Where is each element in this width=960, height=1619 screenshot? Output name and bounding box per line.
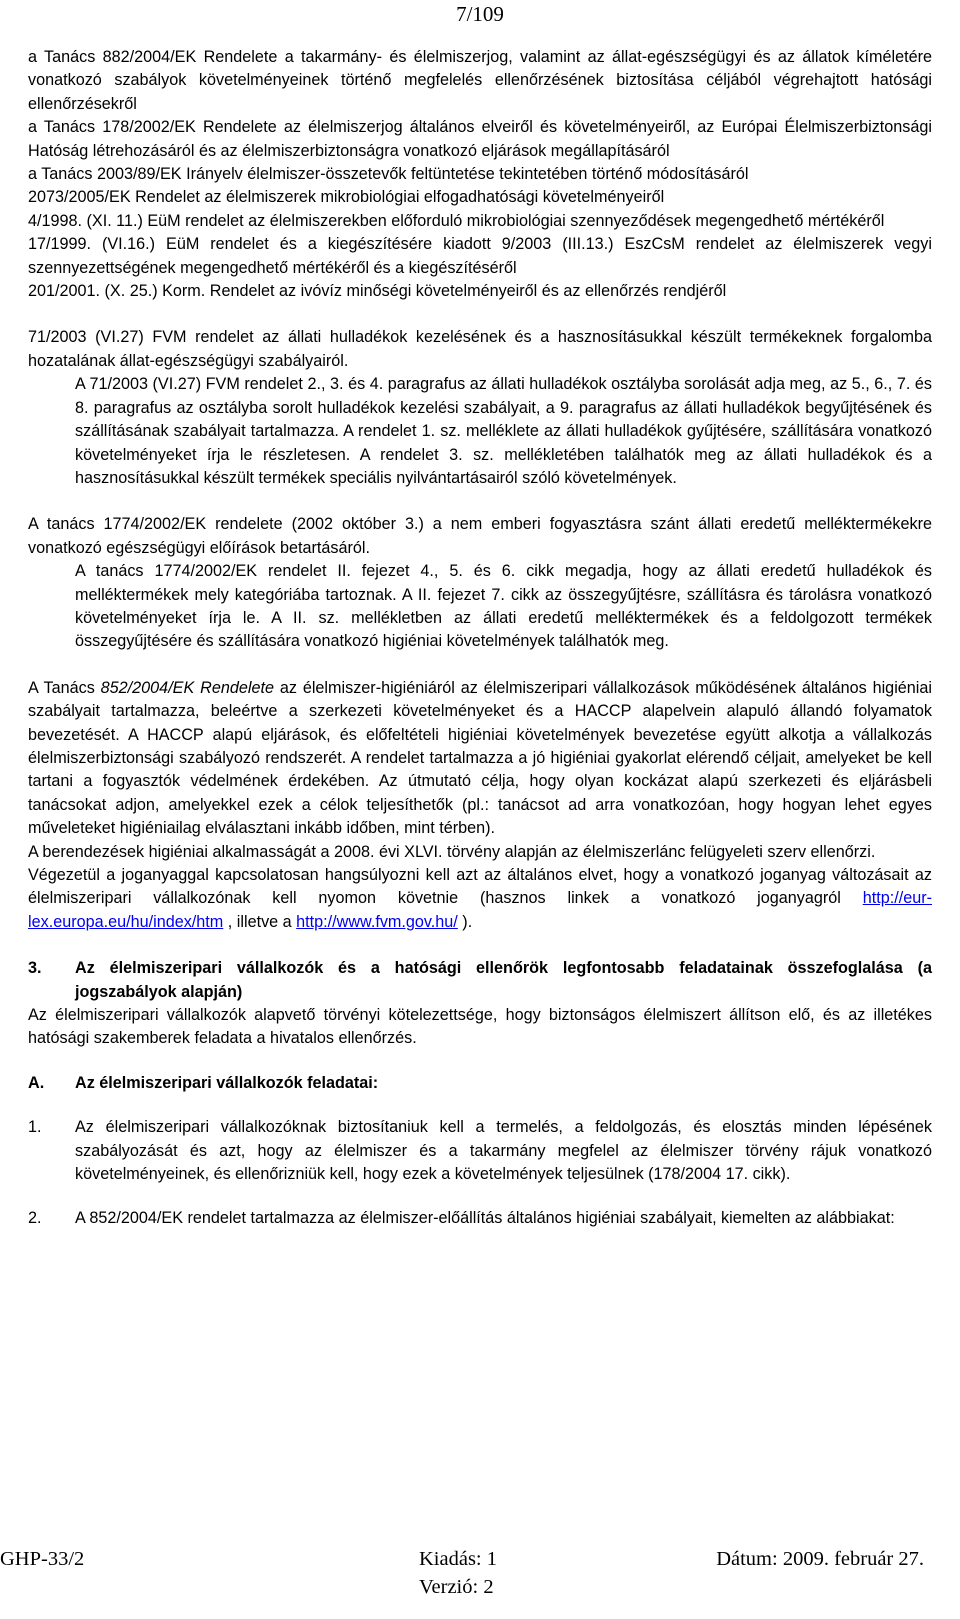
fvm-71-2003-body: A 71/2003 (VI.27) FVM rendelet 2., 3. és 4. paragrafus az állati hulladékok osztályba sorolását adja meg, az 5., 6., 7. és 8. paragrafus az osztályba sorolt hulladékok kezelési szabályait, a 9. paragrafus az állati hulladékok begyűjtésének és szállításának szabályait tartalmazza. A rendelet 1. sz. melléklete az állati hulladékok gyűjtésére, szállítására vonatkozó követelményeket írja le részletesen. A rendelet 3. sz. mellékletében találhatók meg az állati hulladékok és a hasznosításukkal készült termékek speciális nyilvántartásairól szóló követelmények. — [75, 375, 932, 487]
page-number: 7/109 — [456, 2, 504, 26]
ek-852-regulation-name: 852/2004/EK Rendelete — [100, 678, 274, 697]
document-body — [28, 46, 932, 1231]
version-label: Verzió: 2 — [419, 1576, 494, 1598]
ek-852-post: az élelmiszer-higiéniáról az élelmiszeripari vállalkozások működésének általános higiéniai szabályait tartalmazza, beleértve a szerkezeti követelményeket és a HACCP alapelvein alapuló állandó folyamatok bevezetését. A HACCP alapú eljárások, és előfeltételi higiéniai követelmények bevezetése együtt alkotja a vállalkozás élelmiszerbiztonsági szabályozó rendszerét. A rendelet tartalmazza a jó higiéniai gyakorlat elérendő céljait, amelyeket be kell tartani a fogyasztók védelmének érdekében. Az útmutató célja, hogy olyan kockázat alapú szerkezeti és eljárásbeli tanácsokat adjon, amelyekkel ezek a célok teljesíthetők (pl.: tanácsot ad arra vonatkozóan, hogy hogyan lehet egyes műveleteket higiéniailag elválasztani inkább időben, mint térben). — [28, 678, 932, 838]
section-a-number: A. — [28, 1073, 45, 1092]
fvm-71-2003-title: 71/2003 (VI.27) FVM rendelet az állati hulladékok kezelésének és a hasznosításukkal készült termékeknek forgalomba hozatalának állat-egészségügyi szabályairól. — [28, 328, 932, 370]
closing-mid: , illetve a — [223, 912, 297, 931]
closing-paragraph — [28, 864, 932, 934]
equipment-paragraph: A berendezések higiéniai alkalmasságát a 2008. évi XLVI. törvény alapján az élelmiszerlánc felügyeleti szerv ellenőrzi. — [28, 842, 876, 861]
closing-post: ). — [457, 912, 473, 931]
section-a-title: Az élelmiszeripari vállalkozók feladatai: — [75, 1073, 379, 1092]
ek-1774-2002-body: A tanács 1774/2002/EK rendelet II. fejezet 4., 5. és 6. cikk megadja, hogy az állati eredetű hulladékok és melléktermékek mely kategóriába tartoznak. A II. fejezet 7. cikk az összegyűjtésre, szállításra és tárolásra vonatkozó követelményeket írja le. A II. sz. mellékletben az állati eredetű melléktermékek és a feldolgozott termékek összegyűjtésére és szállítására vonatkozó higiéniai követelmények találhatók meg. — [75, 562, 932, 651]
list-item — [28, 1116, 932, 1186]
page-footer — [0, 1546, 960, 1616]
eur-lex-link[interactable]: http://eur-lex.europa.eu/hu/index/htm — [28, 889, 932, 931]
ek-852-2004-paragraph — [28, 677, 932, 841]
list-item-text: A 852/2004/EK rendelet tartalmazza az élelmiszer-előállítás általános higiéniai szabályait, kiemelten az alábbiakat: — [75, 1209, 895, 1228]
section-3-title: Az élelmiszeripari vállalkozók és a hatósági ellenőrök legfontosabb feladatainak összefoglalása (a jogszabályok alapján) — [75, 959, 932, 1001]
reference-4-1998: 4/1998. (XI. 11.) EüM rendelet az élelmiszerekben előforduló mikrobiológiai szennyeződések megengedhető mértékéről — [28, 211, 885, 230]
list-item-number: 2. — [28, 1209, 42, 1228]
reference-178-2002: a Tanács 178/2002/EK Rendelete az élelmiszerjog általános elveiről és követelményeiről, az Európai Élelmiszerbiztonsági Hatóság létrehozásáról és az élelmiszerbiztonságra vonatkozó eljárások megállapításáról — [28, 118, 932, 160]
ek-1774-2002-title: A tanács 1774/2002/EK rendelete (2002 október 3.) a nem emberi fogyasztásra szánt állati eredetű melléktermékekre vonatkozó egészségügyi előírások betartásáról. — [28, 515, 932, 557]
list-item-number: 1. — [28, 1118, 42, 1137]
edition-label: Kiadás: 1 — [419, 1548, 497, 1570]
list-item-text: Az élelmiszeripari vállalkozóknak biztosítaniuk kell a termelés, a feldolgozás, és elosztás minden lépésének szabályozását és azt, hogy az élelmiszer és a takarmány megfelel az élelmiszer törvény rájuk vonatkozó követelményeinek, és ellenőrizniük kell, hogy ezek a követelmények teljesülnek (178/2004 17. cikk). — [75, 1118, 932, 1184]
section-3-number: 3. — [28, 959, 42, 978]
section-3-heading — [28, 957, 932, 1004]
list-item — [28, 1207, 932, 1230]
reference-17-1999: 17/1999. (VI.16.) EüM rendelet és a kiegészítésére kiadott 9/2003 (III.13.) EszCsM rendelet az élelmiszerek vegyi szennyezettségének megengedhető mértékéről és a kiegészítéséről — [28, 235, 932, 277]
closing-pre: Végezetül a joganyaggal kapcsolatosan hangsúlyozni kell azt az általános elvet, hogy a vonatkozó joganyag változásait az élelmiszeripari vállalkozónak kell nyomon követnie (hasznos linkek a vonatkozó joganyagról — [28, 866, 932, 908]
fvm-link[interactable]: http://www.fvm.gov.hu/ — [296, 912, 458, 931]
section-a-heading — [28, 1072, 932, 1095]
section-3-intro: Az élelmiszeripari vállalkozók alapvető törvényi kötelezettsége, hogy biztonságos élelmiszert állítson elő, és az illetékes hatósági szakemberek feladata a hivatalos ellenőrzés. — [28, 1006, 932, 1048]
reference-882-2004: a Tanács 882/2004/EK Rendelete a takarmány- és élelmiszerjog, valamint az állat-egészségügyi és az állatok kíméletére vonatkozó szabályok követelményeinek történő megfelelés ellenőrzésének biztosítása céljából végrehajtott hatósági ellenőrzésekről — [28, 48, 932, 113]
date-label: Dátum: 2009. február 27. — [716, 1548, 924, 1570]
document-code: GHP-33/2 — [0, 1548, 85, 1570]
ek-852-pre: A Tanács — [28, 678, 101, 697]
reference-2003-89: a Tanács 2003/89/EK Irányelv élelmiszer-összetevők feltüntetése tekintetében történő módosításáról — [28, 165, 749, 184]
reference-201-2001: 201/2001. (X. 25.) Korm. Rendelet az ivóvíz minőségi követelményeiről és az ellenőrzés rendjéről — [28, 282, 727, 301]
reference-2073-2005: 2073/2005/EK Rendelet az élelmiszerek mikrobiológiai elfogadhatósági követelményeiről — [28, 188, 665, 207]
